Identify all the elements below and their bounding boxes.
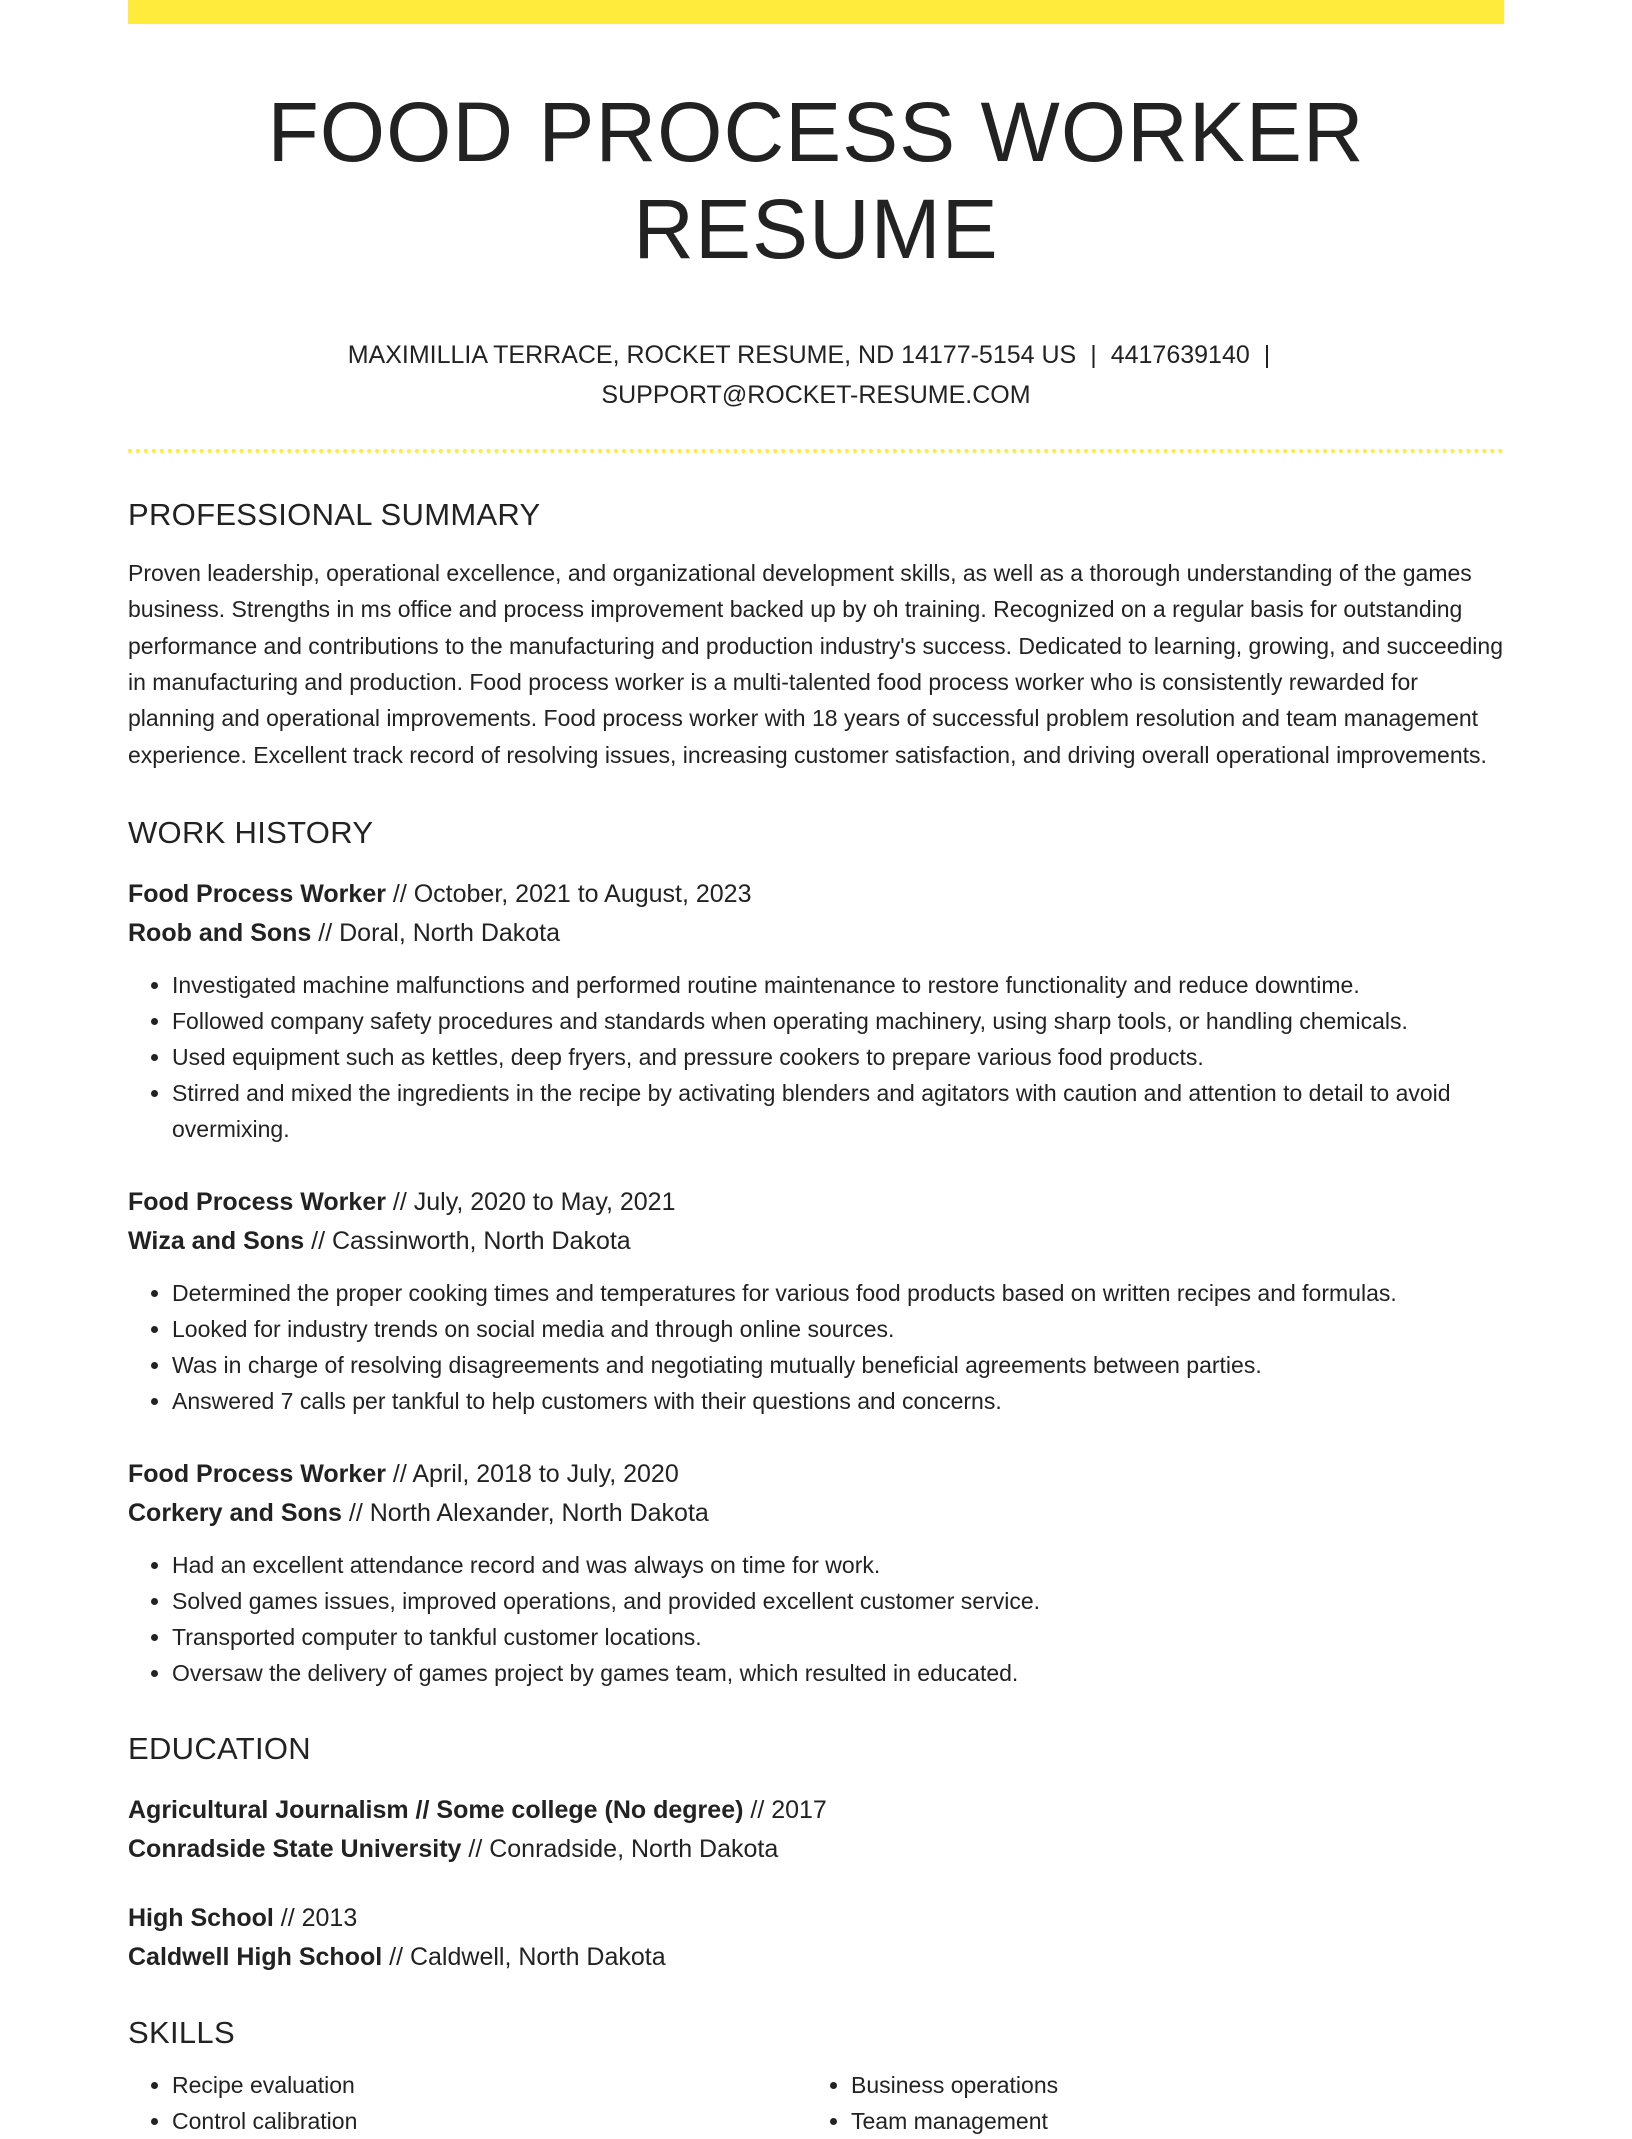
school-name: Caldwell High School xyxy=(128,1942,383,1971)
company-location: // Doral, North Dakota xyxy=(311,918,561,947)
degree-name: Agricultural Journalism // Some college (No degree) xyxy=(128,1795,744,1824)
list-item: • Solved games issues, improved operations, and provided excellent customer service. xyxy=(172,1583,1504,1619)
graduation-year: // 2017 xyxy=(743,1795,827,1824)
education-entry xyxy=(128,1791,1504,1869)
list-item: • Used equipment such as kettles, deep fryers, and pressure cookers to prepare various food products. xyxy=(172,1039,1504,1075)
list-item: • Followed company safety procedures and standards when operating machinery, using sharp tools, or handling chemicals. xyxy=(172,1003,1504,1039)
job-title: Food Process Worker xyxy=(128,879,386,908)
contact-separator: | xyxy=(1263,341,1271,370)
education-section xyxy=(128,1731,1504,1977)
education-entry xyxy=(128,1899,1504,1977)
list-item: • Looked for industry trends on social media and through online sources. xyxy=(172,1311,1504,1347)
degree-name: High School xyxy=(128,1903,274,1932)
job-dates: // October, 2021 to August, 2023 xyxy=(385,879,752,908)
top-accent-bar xyxy=(128,0,1504,24)
list-item: • Transported computer to tankful customer locations. xyxy=(172,1619,1504,1655)
job-title-line xyxy=(128,1183,1504,1222)
company-location: // North Alexander, North Dakota xyxy=(341,1498,709,1527)
job-bullets xyxy=(128,1547,1504,1691)
school-location: // Caldwell, North Dakota xyxy=(382,1942,666,1971)
job-bullets xyxy=(128,1275,1504,1419)
skills-list-left xyxy=(128,2067,807,2139)
list-item: • Was in charge of resolving disagreements and negotiating mutually beneficial agreements between parties. xyxy=(172,1347,1504,1383)
list-item: • Determined the proper cooking times and temperatures for various food products based on written recipes and formulas. xyxy=(172,1275,1504,1311)
address: MAXIMILLIA TERRACE, ROCKET RESUME, ND 14177-5154 US xyxy=(347,341,1077,370)
list-item: • Investigated machine malfunctions and performed routine maintenance to restore functionality and reduce downtime. xyxy=(172,967,1504,1003)
skills-list-right xyxy=(807,2067,1486,2139)
skill-item: • Recipe evaluation xyxy=(172,2067,807,2103)
dotted-divider xyxy=(128,449,1504,453)
job-title: Food Process Worker xyxy=(128,1187,386,1216)
list-item: • Had an excellent attendance record and was always on time for work. xyxy=(172,1547,1504,1583)
phone: 4417639140 xyxy=(1110,341,1250,370)
company-name: Corkery and Sons xyxy=(128,1498,342,1527)
company-name: Roob and Sons xyxy=(128,918,312,947)
degree-line xyxy=(128,1899,1504,1938)
job-company-line xyxy=(128,914,1504,953)
company-name: Wiza and Sons xyxy=(128,1226,305,1255)
school-location: // Conradside, North Dakota xyxy=(461,1834,779,1863)
job-entry xyxy=(128,875,1504,1147)
job-entry xyxy=(128,1455,1504,1691)
summary-text: Proven leadership, operational excellence, and organizational development skills, as well as a thorough understanding of the games business. Strengths in ms office and process improvement backed up by oh training. Recognized on a regular basis for outstanding performance and contributions to the manufacturing and production industry's success. Dedicated to learning, growing, and succeeding in manufacturing and production. Food process worker is a multi-talented food process worker who is consistently rewarded for planning and operational improvements. Food process worker with 18 years of successful problem resolution and team management experience. Excellent track record of resolving issues, increasing customer satisfaction, and driving overall operational improvements. xyxy=(128,560,1503,768)
job-dates: // April, 2018 to July, 2020 xyxy=(385,1459,679,1488)
job-bullets xyxy=(128,967,1504,1147)
section-heading: PROFESSIONAL SUMMARY xyxy=(128,497,541,533)
job-dates: // July, 2020 to May, 2021 xyxy=(385,1187,676,1216)
job-title-line xyxy=(128,875,1504,914)
list-item: • Oversaw the delivery of games project by games team, which resulted in educated. xyxy=(172,1655,1504,1691)
contact-info xyxy=(316,335,1316,415)
section-heading: WORK HISTORY xyxy=(128,814,374,850)
resume-title: FOOD PROCESS WORKER RESUME xyxy=(267,85,1365,276)
section-heading: EDUCATION xyxy=(128,1730,311,1766)
school-name: Conradside State University xyxy=(128,1834,462,1863)
skill-item: • Business operations xyxy=(851,2067,1486,2103)
job-title-line xyxy=(128,1455,1504,1494)
graduation-year: // 2013 xyxy=(273,1903,358,1932)
job-title: Food Process Worker xyxy=(128,1459,386,1488)
contact-separator: | xyxy=(1090,341,1097,370)
list-item: • Answered 7 calls per tankful to help customers with their questions and concerns. xyxy=(172,1383,1504,1419)
resume-page xyxy=(128,0,1504,2139)
job-entry xyxy=(128,1183,1504,1419)
school-line xyxy=(128,1938,1504,1977)
skill-item: • Team management xyxy=(851,2103,1486,2139)
job-company-line xyxy=(128,1494,1504,1533)
summary-section xyxy=(128,497,1504,773)
email-link[interactable]: SUPPORT@ROCKET-RESUME.COM xyxy=(601,381,1031,410)
list-item: • Stirred and mixed the ingredients in the recipe by activating blenders and agitators with caution and attention to detail to avoid overmixing. xyxy=(172,1075,1504,1147)
job-company-line xyxy=(128,1222,1504,1261)
school-line xyxy=(128,1830,1504,1869)
work-history-section xyxy=(128,815,1504,1691)
degree-line xyxy=(128,1791,1504,1830)
skill-item: • Control calibration xyxy=(172,2103,807,2139)
skills-section xyxy=(128,2015,1504,2139)
section-heading: SKILLS xyxy=(128,2014,235,2050)
company-location: // Cassinworth, North Dakota xyxy=(304,1226,631,1255)
skills-columns xyxy=(128,2067,1504,2139)
